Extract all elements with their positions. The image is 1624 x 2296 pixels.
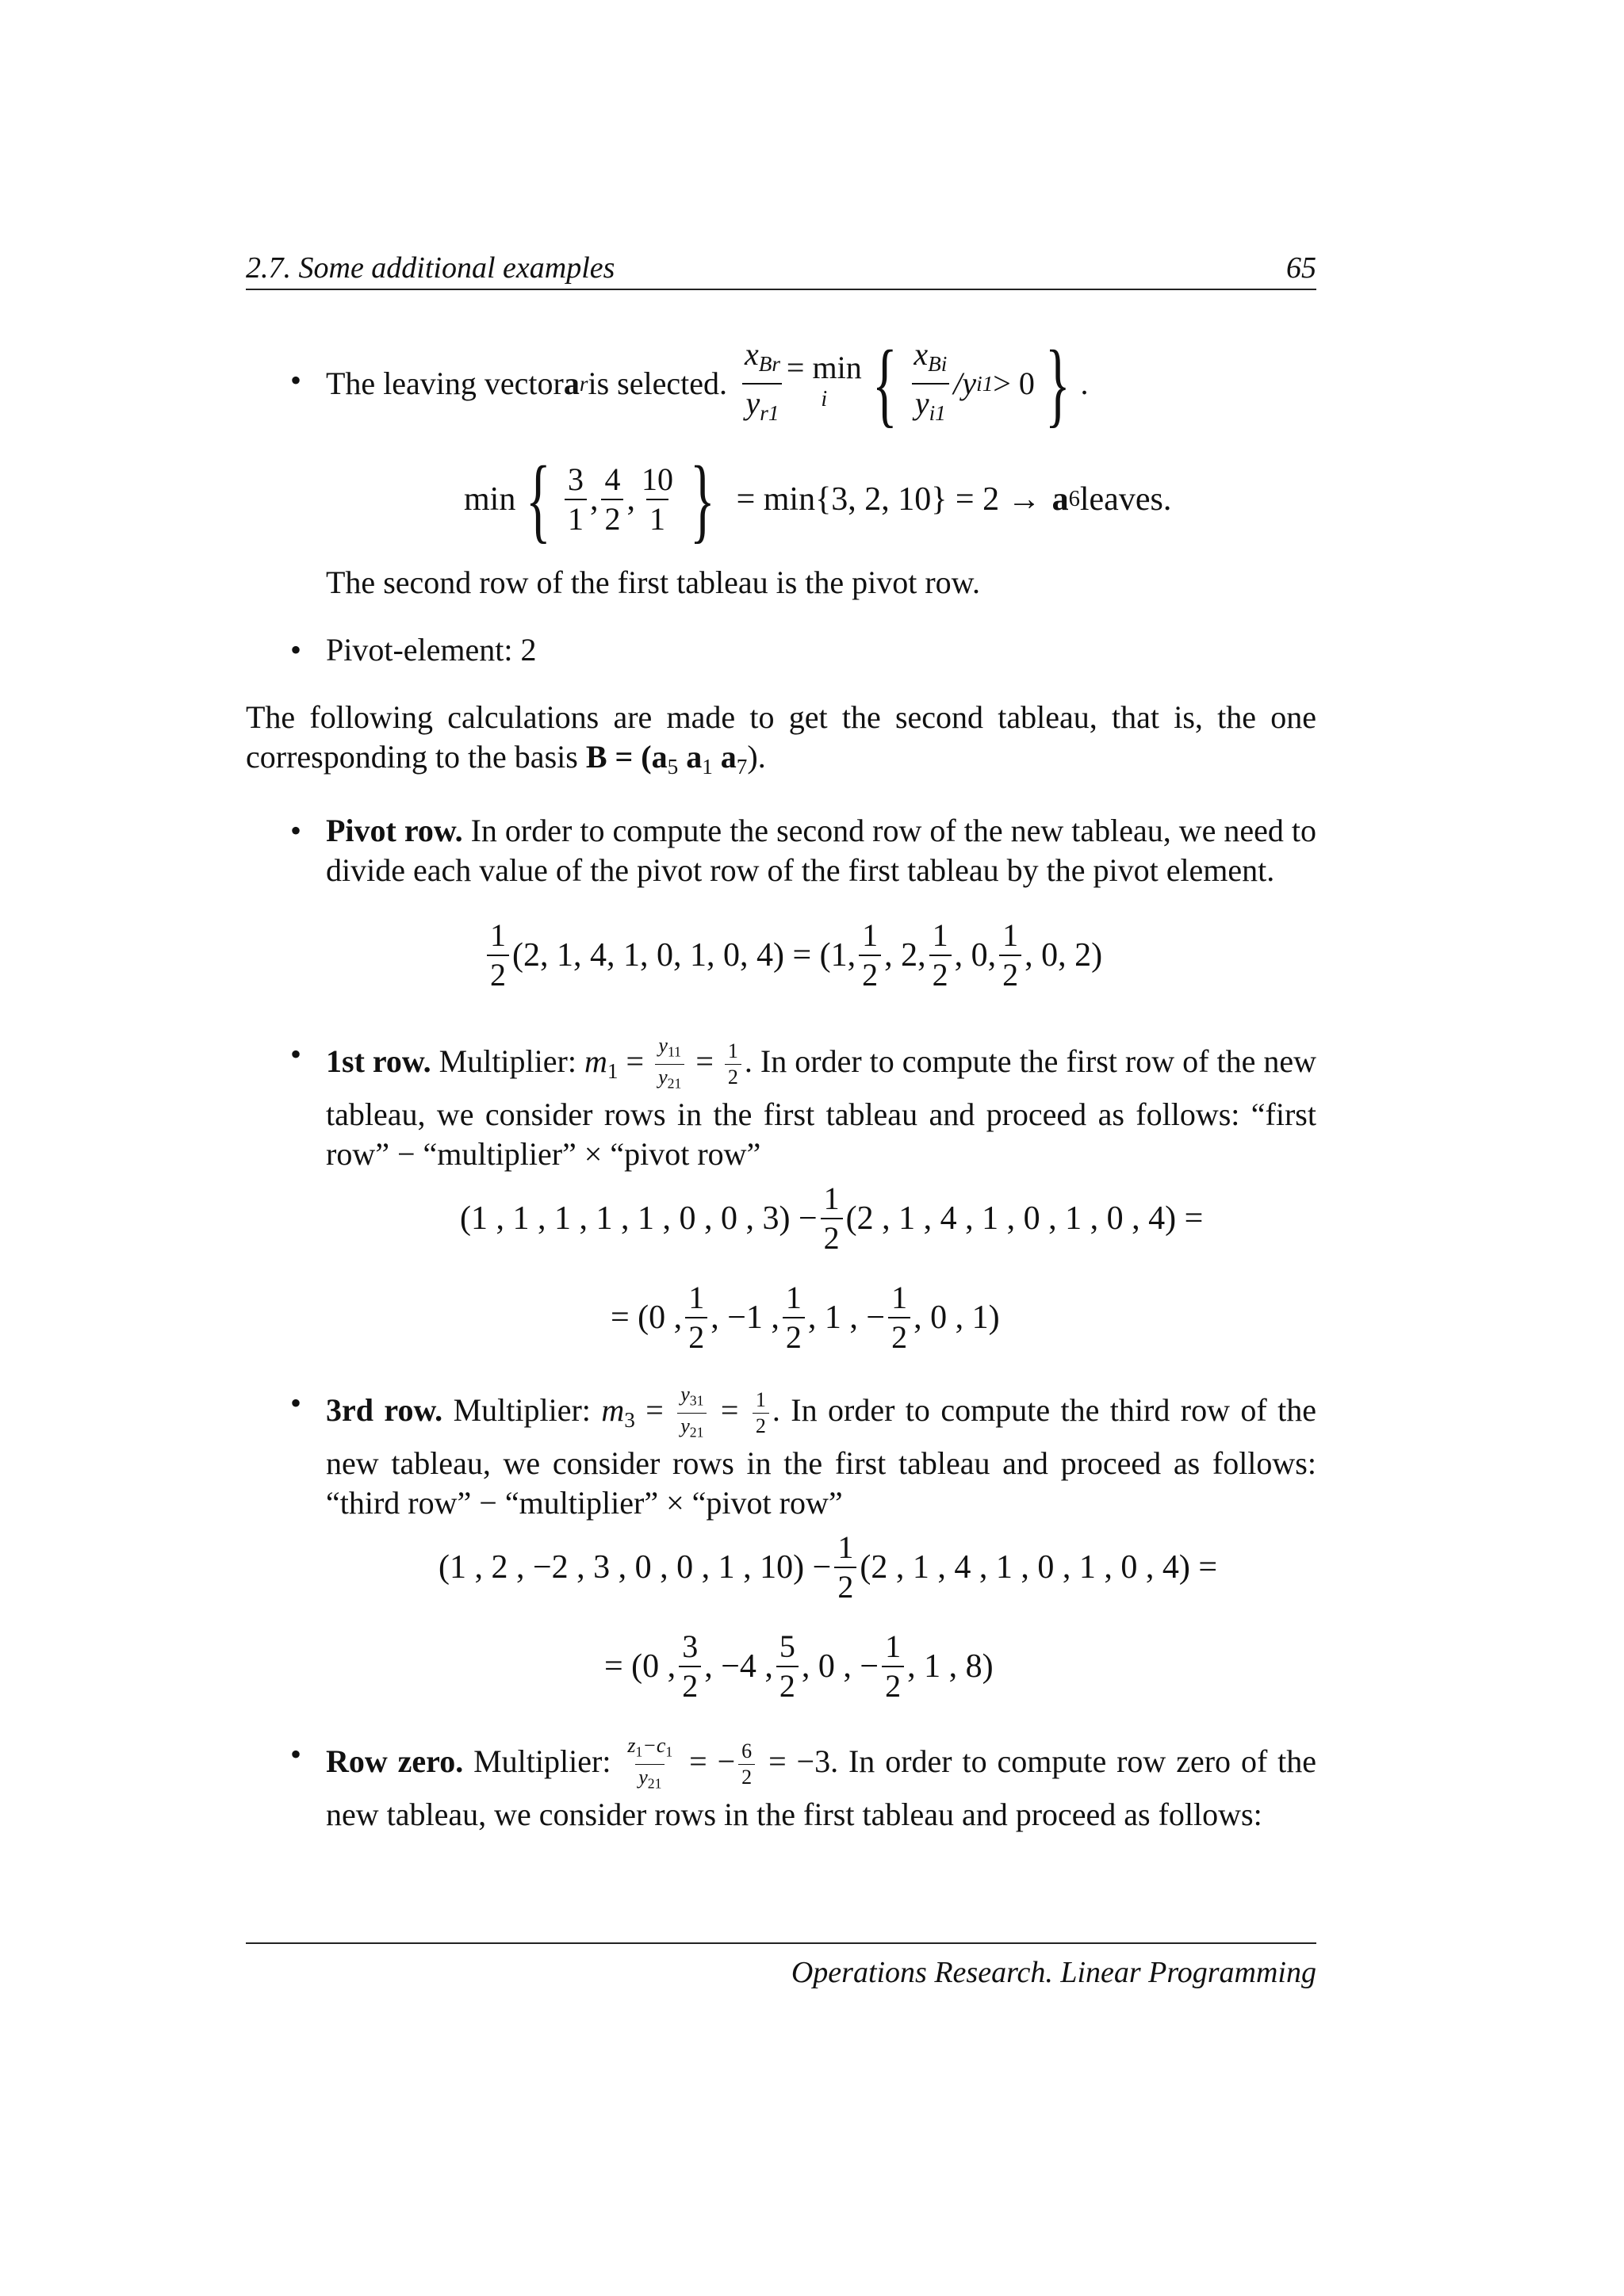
inner-den: y: [914, 385, 929, 422]
bullet-dot: •: [290, 1036, 302, 1072]
bullet-dot: •: [290, 1385, 302, 1421]
frac-den-sub: r1: [760, 401, 779, 426]
line2-c: , 1 , −: [807, 1299, 886, 1336]
leaves-text: leaves.: [1079, 481, 1172, 518]
half-fraction: [783, 1280, 805, 1355]
bullet-dot: •: [290, 813, 302, 848]
fn-sub2: 1: [665, 1743, 673, 1760]
eq-left: (2, 1, 4, 1, 0, 1, 0, 4) = (1,: [512, 937, 856, 974]
line2-d: , 1 , 8): [907, 1648, 994, 1685]
num: 3: [567, 461, 584, 497]
pivot-row-equation: [484, 918, 1102, 993]
num: 1: [862, 917, 879, 953]
inner-rest-sub: i1: [976, 372, 994, 396]
fd: y: [638, 1766, 648, 1789]
num: 1: [785, 1280, 802, 1315]
frac-3-1: [565, 462, 587, 537]
half-fraction: [834, 1530, 856, 1605]
den: 2: [783, 1317, 805, 1355]
den: 2: [601, 499, 623, 537]
vector-a: a: [563, 365, 580, 402]
inner-num: x: [914, 336, 929, 372]
a1: a: [678, 739, 703, 775]
den: 2: [821, 1218, 843, 1256]
leaving-text2: is selected.: [588, 365, 727, 402]
inner-den-sub: i1: [929, 401, 946, 426]
inner-fraction: [910, 337, 950, 430]
min-sub: i: [821, 387, 828, 412]
basis: B = (a: [585, 739, 668, 775]
line2-b: , −1 ,: [710, 1299, 779, 1336]
eq: =: [634, 1391, 675, 1428]
running-footer: Operations Research. Linear Programming: [246, 1942, 1316, 1990]
row1-equation-line1: [460, 1181, 1203, 1256]
m-sub: 3: [624, 1408, 635, 1433]
row0-paragraph: [326, 1735, 1316, 1835]
bullet-dot: •: [290, 362, 302, 398]
bullet-dot: •: [290, 1736, 302, 1772]
den: 2: [888, 1317, 910, 1355]
den: 2: [685, 1317, 707, 1355]
eq-p3: , 0, 2): [1025, 937, 1103, 974]
min-operator: [787, 352, 862, 415]
b3: 7: [736, 755, 748, 779]
row1-equation-line2: [611, 1280, 1000, 1355]
den: 2: [679, 1666, 701, 1704]
row1-text: Multiplier:: [431, 1043, 584, 1079]
row3-equation-line2: [604, 1629, 994, 1704]
eq2: =: [710, 1391, 749, 1428]
eq2: =: [688, 1043, 722, 1079]
line2-c: , 0 , −: [801, 1648, 879, 1685]
half-fraction: [999, 918, 1021, 993]
den: 2: [487, 955, 509, 993]
leaving-end: .: [1080, 365, 1089, 402]
row1-paragraph: [326, 1035, 1316, 1174]
half-fraction: [821, 1181, 843, 1256]
num: 1: [490, 917, 506, 953]
line2-a: = (0 ,: [611, 1299, 683, 1336]
line2-a: = (0 ,: [604, 1648, 676, 1685]
den: 2: [834, 1567, 856, 1605]
fn: y: [658, 1034, 668, 1057]
right-brace: }: [1044, 331, 1071, 437]
num: 1: [727, 1039, 738, 1063]
fn: z: [627, 1734, 636, 1757]
a2: a: [712, 739, 737, 775]
num: 10: [641, 461, 673, 497]
frac-10-1: [638, 462, 676, 537]
b2: 1: [702, 755, 713, 779]
leaving-text: The leaving vector: [326, 365, 564, 402]
den: 2: [753, 1413, 769, 1437]
pivot-row-title: Pivot row.: [326, 813, 463, 848]
vector-a6: a: [1051, 481, 1069, 518]
m: m: [584, 1043, 607, 1079]
inner-num-sub: Bi: [928, 352, 948, 377]
fd-sub: 21: [689, 1424, 704, 1441]
six-half-fraction: [738, 1740, 755, 1789]
den: 2: [725, 1064, 741, 1089]
intro-paragraph: [246, 698, 1316, 786]
den: 2: [929, 955, 952, 993]
intro-text: The following calculations are made to get the second tableau, that is, the one corresponding to the basis: [246, 699, 1316, 775]
half-fraction: [888, 1280, 910, 1355]
eq-min: = min: [786, 350, 862, 386]
running-header: [246, 247, 1316, 290]
num: 1: [688, 1280, 705, 1315]
vector-sub: r: [579, 372, 588, 396]
num: 1: [837, 1529, 854, 1565]
fn-mid: −c: [642, 1734, 666, 1757]
line1-left: (1 , 1 , 1 , 1 , 1 , 0 , 0 , 3) −: [460, 1200, 818, 1237]
row3-paragraph: [326, 1383, 1316, 1523]
num: 1: [823, 1181, 840, 1216]
half-fraction: [685, 1280, 707, 1355]
pivot-row-note: The second row of the first tableau is the pivot row.: [326, 564, 980, 600]
y31-y21-fraction: [677, 1383, 707, 1444]
pivot-row-paragraph: [326, 811, 1316, 890]
num: 1: [885, 1628, 902, 1664]
leaving-vector-line: [326, 331, 1089, 437]
frac-den: y: [745, 385, 760, 422]
frac-5-2: [776, 1629, 799, 1704]
den: 2: [776, 1666, 799, 1704]
half-fraction: [929, 918, 952, 993]
row3-equation-line1: [439, 1530, 1217, 1605]
num: 1: [1002, 917, 1019, 953]
row1-title: 1st row.: [326, 1043, 431, 1079]
line1-right: (2 , 1 , 4 , 1 , 0 , 1 , 0 , 4) =: [860, 1549, 1218, 1586]
fd: y: [680, 1414, 690, 1438]
num: 1: [932, 917, 948, 953]
fd-sub: 21: [667, 1075, 682, 1092]
pivot-row-text: In order to compute the second row of the new tableau, we need to divide each value of the pivot row of the first tableau by the pivot element.: [326, 813, 1316, 888]
row1-text2: . In order to compute the first row of the new tableau, we consider rows in the first tableau and proceed as follows: “first row” − “multiplier” × “pivot row”: [326, 1043, 1316, 1172]
row3-text: Multiplier:: [442, 1391, 602, 1428]
frac-4-2: [601, 462, 623, 537]
y11-y21-fraction: [655, 1035, 684, 1095]
eq: =: [618, 1043, 653, 1079]
line2-b: , −4 ,: [704, 1648, 773, 1685]
row0-title: Row zero.: [326, 1743, 464, 1779]
fd-sub: 21: [647, 1775, 662, 1792]
z1-c1-y21-fraction: [624, 1735, 676, 1795]
den: 1: [565, 499, 587, 537]
num: 1: [891, 1280, 908, 1315]
left-brace: {: [526, 446, 551, 552]
fd: y: [658, 1066, 668, 1089]
half-fraction: [487, 918, 509, 993]
section-title: 2.7. Some additional examples: [246, 251, 615, 285]
vector-sub: 6: [1068, 487, 1080, 511]
half-fraction: [859, 918, 881, 993]
fn-sub: 11: [667, 1043, 681, 1060]
left-brace: {: [871, 331, 898, 437]
fn-sub: 31: [689, 1392, 704, 1409]
m: m: [601, 1391, 625, 1428]
num: 4: [604, 461, 621, 497]
eq-p1: , 2,: [884, 937, 926, 974]
min-rest: = min{3, 2, 10} = 2 →: [736, 481, 1041, 518]
den: 2: [738, 1764, 755, 1789]
num: 6: [741, 1739, 753, 1763]
inner-rest: /y: [953, 365, 977, 402]
fn: y: [680, 1383, 690, 1406]
fn-sub: 1: [635, 1743, 643, 1760]
intro-end: ).: [747, 739, 766, 775]
b1: 5: [667, 755, 679, 779]
line2-d: , 0 , 1): [914, 1299, 1000, 1336]
inner-tail: > 0: [993, 365, 1035, 402]
den: 2: [999, 955, 1021, 993]
ratio-fraction: [741, 337, 783, 430]
num: 3: [682, 1628, 699, 1664]
eq: = −: [679, 1743, 736, 1779]
frac-num: x: [744, 336, 759, 372]
row3-title: 3rd row.: [326, 1391, 443, 1428]
row0-text: Multiplier:: [463, 1743, 622, 1779]
half-fraction: [725, 1040, 741, 1089]
frac-num-sub: Br: [758, 352, 780, 377]
row3-text2: . In order to compute the third row of the new tableau, we consider rows in the first tableau and proceed as follows: “third row” − “multiplier” × “pivot row”: [326, 1391, 1316, 1521]
right-brace: }: [689, 446, 715, 552]
row0-text2: = −3. In order to compute row zero of the new tableau, we consider rows in the first tableau and proceed as follows:: [326, 1743, 1317, 1832]
min-word: min: [464, 481, 516, 518]
den: 1: [646, 499, 668, 537]
pivot-element-line: Pivot-element: 2: [326, 632, 537, 668]
den: 2: [859, 955, 881, 993]
m-sub: 1: [607, 1059, 619, 1084]
min-equation: min { $\frac{3}{1}$ , $\frac{4}{2}$ , $\frac{10}{1}$ } = min{3, 2, 10} = 2 → a 6 leaves.: [464, 446, 1172, 552]
bullet-dot: •: [290, 632, 302, 668]
page-number: 65: [1286, 251, 1316, 285]
half-fraction: [753, 1389, 769, 1437]
num: 1: [755, 1388, 766, 1412]
num: 5: [779, 1628, 795, 1664]
line1-left: (1 , 2 , −2 , 3 , 0 , 0 , 1 , 10) −: [439, 1549, 832, 1586]
den: 2: [882, 1666, 904, 1704]
eq-p2: , 0,: [954, 937, 997, 974]
line1-right: (2 , 1 , 4 , 1 , 0 , 1 , 0 , 4) =: [845, 1200, 1204, 1237]
frac-1-2: [882, 1629, 904, 1704]
frac-3-2: [679, 1629, 701, 1704]
